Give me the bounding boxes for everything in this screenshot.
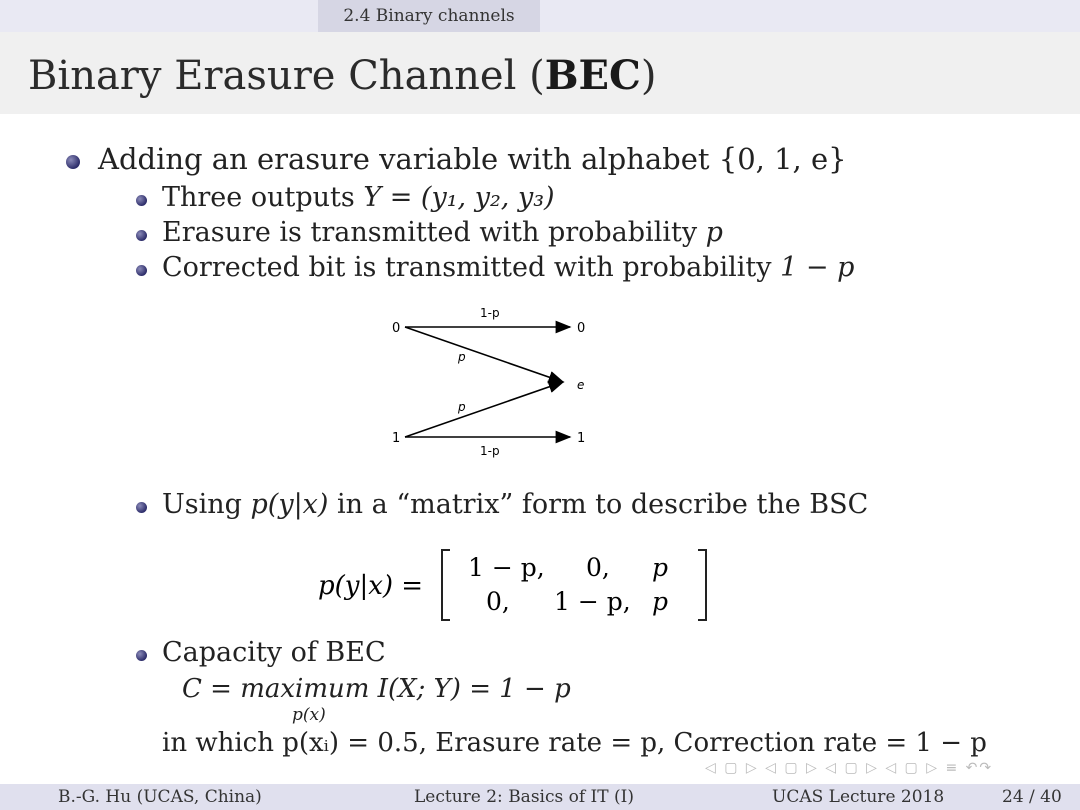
bec-channel-diagram bbox=[380, 295, 600, 465]
bullet-icon bbox=[136, 650, 147, 661]
frame-title-bar bbox=[0, 32, 1080, 114]
title-prefix: Binary Erasure Channel ( bbox=[28, 53, 545, 99]
edge-label-lower-cross: p bbox=[458, 400, 466, 414]
title-suffix: ) bbox=[640, 53, 657, 99]
footer-bar bbox=[0, 784, 1080, 810]
bullet-erasure-variable: Adding an erasure variable with alphabet {0, 1, e} bbox=[98, 142, 847, 176]
footer-lecture: Lecture 2: Basics of IT (I) bbox=[414, 787, 634, 807]
title-bold: BEC bbox=[544, 52, 641, 99]
bullet-icon bbox=[136, 195, 147, 206]
beamer-nav-icons[interactable]: ◁ ▢ ▷ ◁ ▢ ▷ ◁ ▢ ▷ ◁ ▢ ▷ ≡ ↶↷ bbox=[705, 760, 994, 776]
output-e-label: e bbox=[577, 378, 585, 392]
slide-title bbox=[28, 52, 656, 99]
footer-author: B.-G. Hu (UCAS, China) bbox=[58, 787, 262, 807]
left-bracket bbox=[442, 550, 450, 620]
footer-venue: UCAS Lecture 2018 bbox=[772, 787, 945, 807]
bullet-capacity: Capacity of BEC bbox=[162, 637, 386, 668]
matrix-r1c3: p bbox=[652, 553, 669, 582]
matrix-r2c3: p bbox=[652, 587, 669, 616]
matrix-r2c1: 0, bbox=[486, 587, 510, 616]
edge-1-to-e bbox=[405, 382, 563, 437]
capacity-subscript: p(x) bbox=[292, 705, 326, 725]
input-1-label: 1 bbox=[392, 431, 401, 446]
bullet-three-outputs: Three outputs Y = (y₁, y₂, y₃) bbox=[162, 182, 555, 213]
bullet-corrected-prob: Corrected bit is transmitted with probability 1 − p bbox=[162, 252, 855, 283]
transition-matrix bbox=[318, 548, 718, 626]
bullet-icon bbox=[136, 265, 147, 276]
matrix-r2c2: 1 − p, bbox=[554, 587, 631, 616]
capacity-formula: C = maximum I(X; Y) = 1 − p bbox=[182, 674, 571, 704]
matrix-r1c1: 1 − p, bbox=[468, 553, 545, 582]
bullet-icon bbox=[136, 230, 147, 241]
right-bracket bbox=[698, 550, 706, 620]
edge-label-upper-cross: p bbox=[458, 350, 466, 364]
edge-0-to-e bbox=[405, 327, 563, 382]
bullet-matrix-form: Using p(y|x) in a “matrix” form to describe the BSC bbox=[162, 489, 869, 520]
header-bar bbox=[0, 0, 1080, 32]
matrix-lhs: p(y|x) = bbox=[318, 571, 424, 601]
edge-label-bottom: 1-p bbox=[480, 444, 500, 458]
edge-label-top: 1-p bbox=[480, 306, 500, 320]
bullet-icon bbox=[66, 155, 80, 169]
section-title: 2.4 Binary channels bbox=[318, 0, 540, 32]
footer-page: 24 / 40 bbox=[1002, 787, 1062, 807]
output-0-label: 0 bbox=[577, 321, 586, 336]
bullet-erasure-prob: Erasure is transmitted with probability p bbox=[162, 217, 723, 248]
matrix-r1c2: 0, bbox=[586, 553, 610, 582]
capacity-note: in which p(xᵢ) = 0.5, Erasure rate = p, Correction rate = 1 − p bbox=[162, 728, 987, 758]
input-0-label: 0 bbox=[392, 321, 401, 336]
output-1-label: 1 bbox=[577, 431, 586, 446]
bullet-icon bbox=[136, 502, 147, 513]
